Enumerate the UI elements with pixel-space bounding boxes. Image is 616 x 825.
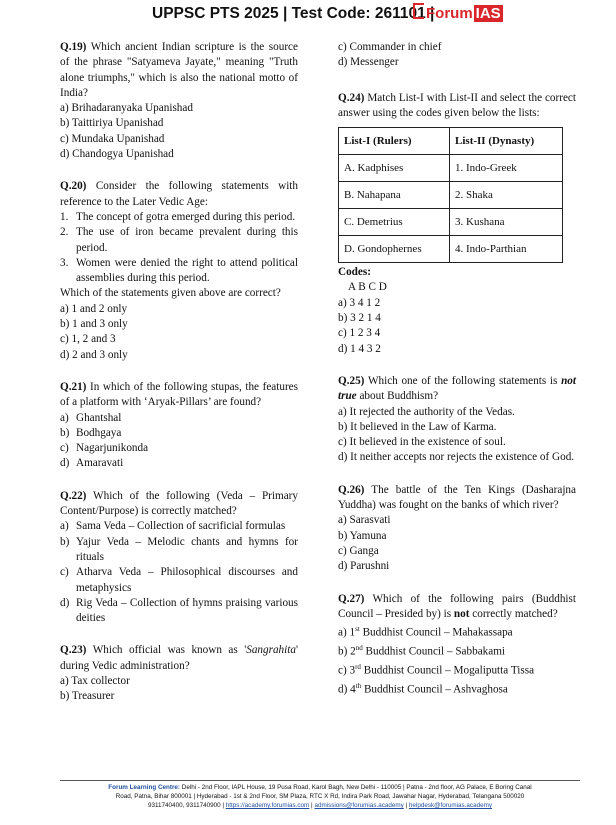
- option-c: c) Ganga: [338, 544, 379, 557]
- table-header-row: [339, 128, 563, 155]
- option-c: c) 1 2 3 4: [338, 327, 381, 340]
- table-header: List-I (Rulers): [339, 128, 450, 155]
- table-cell: 1. Indo-Greek: [450, 155, 563, 182]
- page-title: UPPSC PTS 2025 | Test Code: 261101 |: [152, 5, 435, 22]
- option-a: a) Tax collector: [60, 674, 130, 687]
- option-b: b) Taittiriya Upanishad: [60, 117, 164, 130]
- table-cell: 2. Shaka: [450, 182, 563, 209]
- logo-badge: IAS: [475, 5, 501, 22]
- match-table: [338, 127, 563, 263]
- question-text: The battle of the Ten Kings (Dasharajna Yuddha) was fought on the banks of which river?: [338, 483, 576, 512]
- question-23-continued: [338, 40, 576, 71]
- question-20: [60, 179, 298, 363]
- question-19: [60, 40, 298, 162]
- option-d: d) Chandogya Upanishad: [60, 148, 174, 161]
- table-cell: 4. Indo-Parthian: [450, 236, 563, 263]
- option-d: d) Messenger: [338, 56, 399, 69]
- option-b: b) Treasurer: [60, 690, 115, 703]
- table-row: [339, 155, 563, 182]
- helpdesk-email-link[interactable]: helpdesk@forumias.academy: [408, 802, 492, 809]
- option-c: c) 1, 2 and 3: [60, 333, 116, 346]
- option-b: b) It believed in the Law of Karma.: [338, 420, 497, 433]
- question-27: Q.27) Which of the following pairs (Buddhist Council – Presided by) is not correctly matched? a) 1st Buddhist Council – Mahakassapa b) 2nd Buddhist Council – Sabbakami c) 3rd Buddhist Council – Mogaliputta Tissa d) 4th Buddhist Council – Ashvaghosa: [338, 592, 576, 699]
- question-number: Q.19): [60, 41, 87, 53]
- option-c: c) Atharva Veda – Philosophical discourses and metaphysics: [60, 566, 298, 594]
- table-header: List-II (Dynasty): [450, 128, 563, 155]
- option-d: d) Amaravati: [60, 457, 124, 470]
- option-a: a) Sama Veda – Collection of sacrificial formulas: [60, 520, 286, 533]
- footer-address-1: Delhi - 2nd Floor, IAPL House, 19 Pusa Road, Karol Bagh, New Delhi - 110005 | Patna - 2nd floor, AG Palace, E Boring Canal: [181, 784, 532, 791]
- question-number: Q.23): [60, 644, 87, 657]
- question-number: Q.24): [338, 91, 365, 104]
- option-a: a) 1st Buddhist Council – Mahakassapa: [338, 625, 513, 639]
- question-number: Q.27): [338, 592, 365, 605]
- page-header: [0, 0, 616, 26]
- option-d: d) It neither accepts nor rejects the existence of God.: [338, 451, 575, 464]
- table-row: [339, 182, 563, 209]
- question-number: Q.22): [60, 489, 87, 502]
- question-text: Which of the following (Veda – Primary Content/Purpose) is correctly matched?: [60, 489, 298, 518]
- codes-label: Codes:: [338, 266, 371, 279]
- table-cell: D. Gondophernes: [339, 236, 450, 263]
- question-number: Q.21): [60, 380, 87, 393]
- question-number: Q.20): [60, 180, 87, 193]
- left-column: [60, 40, 298, 722]
- codes-header: A B C D: [348, 281, 387, 294]
- right-column: [338, 40, 576, 715]
- question-26: [338, 483, 576, 575]
- option-a: a) It rejected the authority of the Vedas.: [338, 405, 515, 418]
- website-link[interactable]: https://academy.forumias.com: [225, 802, 310, 809]
- footer-phones: 9311740400, 9311740900 |: [148, 802, 225, 809]
- question-text: Match List-I with List-II and select the correct answer using the codes given below the lists:: [338, 91, 576, 119]
- option-a: a) Brihadaranyaka Upanishad: [60, 102, 193, 115]
- table-row: [339, 209, 563, 236]
- table-cell: 3. Kushana: [450, 209, 563, 236]
- question-text: Which ancient Indian scripture is the source of the phrase "Satyameva Jayate," meaning "Truth alone triumphs," which is also the national motto of India?: [60, 41, 298, 99]
- question-23: Q.23) Which official was known as 'Sangrahita' during Vedic administration? a) Tax collector b) Treasurer: [60, 643, 298, 704]
- admissions-email-link[interactable]: admissions@forumias.academy: [314, 802, 404, 809]
- option-d: d) 2 and 3 only: [60, 348, 128, 361]
- option-a: a) Sarasvati: [338, 514, 391, 527]
- logo-text: Forum: [426, 5, 473, 22]
- question-24: [338, 91, 576, 357]
- option-d: d) Parushni: [338, 560, 390, 573]
- table-row: [339, 236, 563, 263]
- statement-2: 2. The use of iron became prevalent during this period.: [60, 226, 298, 254]
- statement-1: 1. The concept of gotra emerged during this period.: [60, 210, 296, 223]
- forum-ias-logo: [413, 3, 503, 22]
- option-b: b) 1 and 3 only: [60, 318, 128, 331]
- option-b: b) 3 2 1 4: [338, 312, 381, 325]
- option-d: d) 4th Buddhist Council – Ashvaghosa: [338, 682, 508, 696]
- emphasis-term: not true: [338, 374, 576, 403]
- table-cell: A. Kadphises: [339, 155, 450, 182]
- question-22: [60, 489, 298, 627]
- option-b: b) Yajur Veda – Melodic chants and hymns for rituals: [60, 535, 298, 563]
- option-b: b) Bodhgaya: [60, 426, 122, 439]
- option-d: d) Rig Veda – Collection of hymns praising various deities: [60, 596, 298, 625]
- option-b: b) 2nd Buddhist Council – Sabbakami: [338, 644, 506, 658]
- table-cell: B. Nahapana: [339, 182, 450, 209]
- question-25: Q.25) Which one of the following statements is not true about Buddhism? a) It rejected the authority of the Vedas. b) It believed in the Law of Karma. c) It believed in the existence of soul. d) It neither accepts nor rejects the existence of God.: [338, 374, 576, 466]
- table-cell: C. Demetrius: [339, 209, 450, 236]
- statement-3: 3. Women were denied the right to attend political assemblies during this period.: [60, 256, 298, 285]
- question-text: Consider the following statements with reference to the Later Vedic Age:: [60, 180, 299, 208]
- option-a: a) 3 4 1 2: [338, 296, 381, 309]
- question-text: In which of the following stupas, the features of a platform with ‘Aryak-Pillars’ are found?: [60, 380, 298, 409]
- emphasis-term: not: [453, 607, 470, 620]
- question-21: [60, 380, 298, 472]
- question-number: Q.25): [338, 374, 365, 387]
- option-c: c) Mundaka Upanishad: [60, 132, 165, 145]
- option-c: c) Nagarjunikonda: [60, 442, 149, 455]
- logo-flag-icon: [413, 3, 424, 19]
- footer-label: Forum Learning Centre:: [108, 784, 181, 791]
- option-d: d) 1 4 3 2: [338, 342, 381, 355]
- italic-term: Sangrahita: [246, 644, 296, 657]
- page-footer: Forum Learning Centre: Delhi - 2nd Floor, IAPL House, 19 Pusa Road, Karol Bagh, New Delhi - 110005 | Patna - 2nd floor, AG Palace, E Boring Canal Road, Patna, Bihar 800001 | Hyderabad - 1st & 2nd Floor, SM Plaza, RTC X Rd, Indira Park Road, Jawahar Nagar, Hyderabad, Telangana 500020 9311740400, 9311740900 | https://academy.forumias.com | admissions@forumias.academy | helpdesk@forumias.academy: [60, 780, 580, 810]
- option-a: a) Ghantshal: [60, 411, 122, 424]
- question-ask: Which of the statements given above are correct?: [60, 287, 281, 300]
- footer-address-2: Road, Patna, Bihar 800001 | Hyderabad - 1st & 2nd Floor, SM Plaza, RTC X Rd, Indira Park Road, Jawahar Nagar, Hyderabad, Telangana 500020: [115, 793, 525, 800]
- option-c: c) It believed in the existence of soul.: [338, 436, 506, 449]
- option-c: c) 3rd Buddhist Council – Mogaliputta Tissa: [338, 663, 535, 677]
- option-c: c) Commander in chief: [338, 41, 442, 53]
- option-a: a) 1 and 2 only: [60, 302, 128, 315]
- option-b: b) Yamuna: [338, 529, 387, 542]
- question-number: Q.26): [338, 483, 365, 496]
